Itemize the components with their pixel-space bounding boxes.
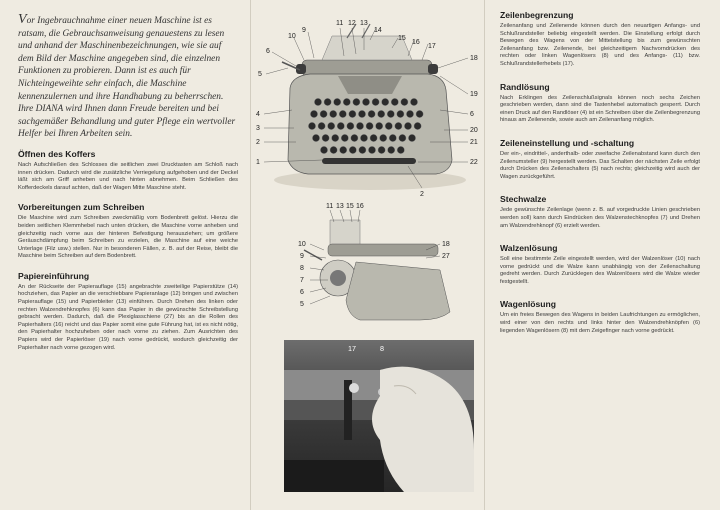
keyboard-key <box>328 122 335 129</box>
keyboard-key <box>360 134 367 141</box>
photo-illustration <box>284 340 474 492</box>
keyboard-key <box>351 134 358 141</box>
keyboard-key <box>388 146 395 153</box>
type-basket <box>338 76 402 94</box>
detail-knob <box>330 270 346 286</box>
label-11: 11 <box>336 20 344 27</box>
right-knob <box>428 64 438 74</box>
keyboard-key <box>376 122 383 129</box>
keyboard-key <box>318 122 325 129</box>
keyboard-key <box>324 98 331 105</box>
keyboard-key <box>368 110 375 117</box>
carriage-detail-diagram <box>290 200 460 330</box>
keyboard-key <box>356 122 363 129</box>
keyboard-key <box>366 122 373 129</box>
keyboard-key <box>308 122 315 129</box>
section-heading: Vorbereitungen zum Schreiben <box>18 202 145 213</box>
keyboard-key <box>382 98 389 105</box>
keyboard-key <box>395 122 402 129</box>
section-heading: Stechwalze <box>500 194 547 205</box>
label-10: 10 <box>288 33 296 40</box>
right-column <box>500 10 700 348</box>
keyboard-key <box>414 122 421 129</box>
section-text: Zeilenanfang und Zeilenende können durch den neuartigen Anfangs- und Schlußrandsteller beliebig eingestellt werden. Die Einstellung erfolgt durch Bewegen des Wagens von der Mittelstellung bis zum gewünschten Zeilenanfang bzw. Zeilenende, bei gleichzeitigem Nachvorndrücken des rechten oder linken Wagenlösers (8) und des Anfangs- (11) bzw. Schlußrandstellerhebels (17). <box>500 23 700 67</box>
left-column <box>18 14 238 362</box>
label-16: 16 <box>412 39 420 46</box>
photo-knob-17 <box>349 383 359 393</box>
keyboard-key <box>370 134 377 141</box>
section-text: Nach Aufschließen des Schlosses die seitlichen zwei Drucktasten am Schloß nach innen drücken. Dadurch wird die zusätzliche Verriegelung aufgehoben und der Deckel läßt sich am Griff anheben und nach hinten abnehmen. Beim Schließen des Kofferdeckels darauf achten, daß der Wagen Mitte Maschine steht. <box>18 161 238 191</box>
keyboard-key <box>334 98 341 105</box>
keyboard-key <box>358 110 365 117</box>
section-text: Die Maschine wird zum Schreiben zweckmäßig vom Bodenbrett gelöst. Hierzu die beiden seitlichen Klemmhebel nach unten drücken, die Maschine vorne anheben und gleichzeitig nach vorne aus der hinteren Befestigung herausziehen; um größere Geräuschdämpfung beim Schreiben zu erzielen, die Maschine auf eine weiche Unterlage (Filz usw.) stellen. Nur in besonderen Fällen, z. B. auf der Reise, bleibt die Maschine beim Schreiben auf dem Bodenbrett. <box>18 215 238 260</box>
keyboard-key <box>385 122 392 129</box>
keyboard-key <box>380 134 387 141</box>
keyboard-key <box>343 98 350 105</box>
keyboard-key <box>372 98 379 105</box>
detail-line-lever <box>304 250 322 260</box>
keyboard-key <box>406 110 413 117</box>
keyboard-key <box>397 146 404 153</box>
detail-label-5: 5 <box>300 301 304 308</box>
label-13: 13 <box>360 20 368 27</box>
section-stechwalze <box>500 194 700 230</box>
detail-label-10: 10 <box>298 241 306 248</box>
keyboard-key <box>330 146 337 153</box>
label-2: 2 <box>256 139 260 146</box>
section-zeileneinstellung <box>500 138 700 181</box>
keyboard-key <box>339 110 346 117</box>
fold-line-left <box>250 0 251 510</box>
keyboard-key <box>368 146 375 153</box>
detail-label-18: 18 <box>442 241 450 248</box>
keyboard-key <box>416 110 423 117</box>
detail-label-13: 13 <box>336 203 344 210</box>
label-19: 19 <box>470 91 478 98</box>
keyboard-key <box>349 146 356 153</box>
keyboard-key <box>399 134 406 141</box>
detail-label-6: 6 <box>300 289 304 296</box>
keyboard-key <box>387 110 394 117</box>
keyboard-key <box>320 110 327 117</box>
section-papiereinfuehrung <box>18 271 238 352</box>
intro-text: or Ingebrauchnahme einer neuen Maschine ist es ratsam, die Gebrauchsanweisung genauestens zu lesen und anhand der Maschinenbezeichnungen, wie sie auf dem Bild der Maschine angegeben sind, die einzelnen Funktionen zu probieren. Dann ist es auch für Nichteingeweihte sehr einfach, die Maschine kennenzulernen und ihre Handhabung zu beherrschen. Ihre DIANA wird Ihnen dann Freude bereiten und bei sachgemäßer Behandlung und guter Pflege ein wertvoller Helfer bei Ihren Arbeiten sein. <box>18 16 236 140</box>
section-zeilenbegrenzung <box>500 10 700 69</box>
section-text: Um ein freies Bewegen des Wagens in beiden Laufrichtungen zu ermöglichen, wird einer von den rechts und links hinter den Walzendrehknöpfen (6) liegenden Wagenlösern (8) mit dem Zeigefinger nach vorne gedrückt. <box>500 312 700 334</box>
intro-paragraph <box>18 14 238 141</box>
photo-base <box>284 460 384 492</box>
photo-label-17: 17 <box>348 344 356 353</box>
label-5: 5 <box>258 71 262 78</box>
keyboard-key <box>378 110 385 117</box>
label-2-bottom: 2 <box>420 191 424 198</box>
fold-line-right <box>484 0 485 510</box>
keyboard-key <box>332 134 339 141</box>
section-walzenloesung <box>500 243 700 286</box>
section-text: Jede gewünschte Zeilenlage (wenn z. B. auf vorgedruckte Linien geschrieben werden soll) kann durch Eindrücken des Walzenstechknopfes (7) und Drehen am Walzendrehknopf (6) erzielt werden. <box>500 207 700 229</box>
label-14: 14 <box>374 27 382 34</box>
detail-label-9: 9 <box>300 253 304 260</box>
label-21: 21 <box>470 139 478 146</box>
keyboard-key <box>389 134 396 141</box>
keyboard-key <box>330 110 337 117</box>
space-bar <box>322 158 416 164</box>
label-22: 22 <box>470 159 478 166</box>
keyboard-key <box>353 98 360 105</box>
detail-platen <box>328 244 438 256</box>
section-text: An der Rückseite der Papierauflage (15) angebrachte zweiteilige Papierstütze (14) hochziehen, das Papier an die verschiebbare Papieranlage (12) bringen und zwischen Papierauflage (15) und Papierbleiter (13) einführen. Durch Drehen des linken oder rechten Walzendrehknopfes (6) kann das Papier in die gewünschte Schreibstellung gebracht werden. Dadurch, daß die Plexiglasschiene (27) bis an die Rollen des Papierhalters (16) reicht und das Papier somit eine gute Führung hat, ist es nicht nötig, den Papierhalter hochzuheben oder nach vorne zu ziehen. Zum Ausrichten des Papiers wird der Papierlöser (19) nach vorne gedrückt, wodurch gleichzeitig der Papierhalter nach vorne gezogen wird. <box>18 283 238 351</box>
keyboard-key <box>312 134 319 141</box>
section-vorbereitungen <box>18 202 238 261</box>
detail-label-15: 15 <box>346 203 354 210</box>
section-heading: Zeileneinstellung und -schaltung <box>500 137 635 148</box>
section-heading: Walzenlösung <box>500 243 558 254</box>
label-1: 1 <box>256 159 260 166</box>
section-text: Soll eine bestimmte Zeile eingestellt werden, wird der Walzenlöser (10) nach vorne gedrückt und die Walze kann unabhängig von der Zeilenschaltung gedreht werden. Durch Zurücklegen des Walzenlösers wird die Walze wieder festgestellt. <box>500 256 700 285</box>
section-randloesung <box>500 82 700 125</box>
label-6: 6 <box>266 48 270 55</box>
photo-label-8: 8 <box>380 344 384 353</box>
keyboard-key <box>320 146 327 153</box>
section-heading: Papiereinführung <box>18 270 90 281</box>
keyboard-key <box>340 146 347 153</box>
label-18: 18 <box>470 55 478 62</box>
detail-label-27: 27 <box>442 253 450 260</box>
keyboard-key <box>401 98 408 105</box>
keyboard-key <box>362 98 369 105</box>
section-text: Nach Erklingen des Zeilenschlußsignals können noch sechs Zeichen geschrieben werden, dann sind die Tastenhebel automatisch gesperrt. Durch einen Druck auf den Randlöser (4) ist ein Schreiben über die Zeilenbegrenzung hinaus am Zeilenende, sowie auch am Zeilenanfang möglich. <box>500 94 700 124</box>
detail-label-16: 16 <box>356 203 364 210</box>
intro-dropcap: V <box>18 12 27 27</box>
section-text: Der ein-, eindrittel-, anderthalb- oder zweifache Zeilenabstand kann durch den Zeilenumsteller (9) hergestellt werden. Das Schalten der nächsten Zeile erfolgt durch Drücken des Zeilenschalters (5) nach rechts; gleichzeitig wird auch der Wagen zurückgeführt. <box>500 150 700 180</box>
keyboard-key <box>397 110 404 117</box>
keyboard-key <box>337 122 344 129</box>
keyboard-key <box>391 98 398 105</box>
label-20: 20 <box>470 127 478 134</box>
hand-operating-photo <box>284 340 474 492</box>
label-9: 9 <box>302 27 306 34</box>
keyboard-key <box>404 122 411 129</box>
keyboard-key <box>347 122 354 129</box>
label-15: 15 <box>398 35 406 42</box>
keyboard-key <box>310 110 317 117</box>
detail-label-7: 7 <box>300 277 304 284</box>
keyboard-key <box>359 146 366 153</box>
section-heading: Zeilenbegrenzung <box>500 10 574 20</box>
detail-body <box>346 262 450 320</box>
keyboard-key <box>408 134 415 141</box>
keyboard-key <box>349 110 356 117</box>
detail-label-11: 11 <box>326 203 334 210</box>
label-4: 4 <box>256 111 260 118</box>
label-12: 12 <box>348 20 356 27</box>
keyboard-key <box>410 98 417 105</box>
section-heading: Wagenlösung <box>500 299 557 310</box>
section-koffer <box>18 149 238 192</box>
detail-label-8: 8 <box>300 265 304 272</box>
label-6-right: 6 <box>470 111 474 118</box>
keyboard-key <box>322 134 329 141</box>
section-wagenloesung <box>500 299 700 335</box>
typewriter-diagram <box>252 10 484 200</box>
keyboard-key <box>314 98 321 105</box>
detail-machine <box>304 220 450 320</box>
keyboard-key <box>378 146 385 153</box>
section-heading: Öffnen des Koffers <box>18 148 96 159</box>
label-17: 17 <box>428 43 436 50</box>
section-heading: Randlösung <box>500 81 550 92</box>
keyboard-key <box>341 134 348 141</box>
label-3: 3 <box>256 125 260 132</box>
